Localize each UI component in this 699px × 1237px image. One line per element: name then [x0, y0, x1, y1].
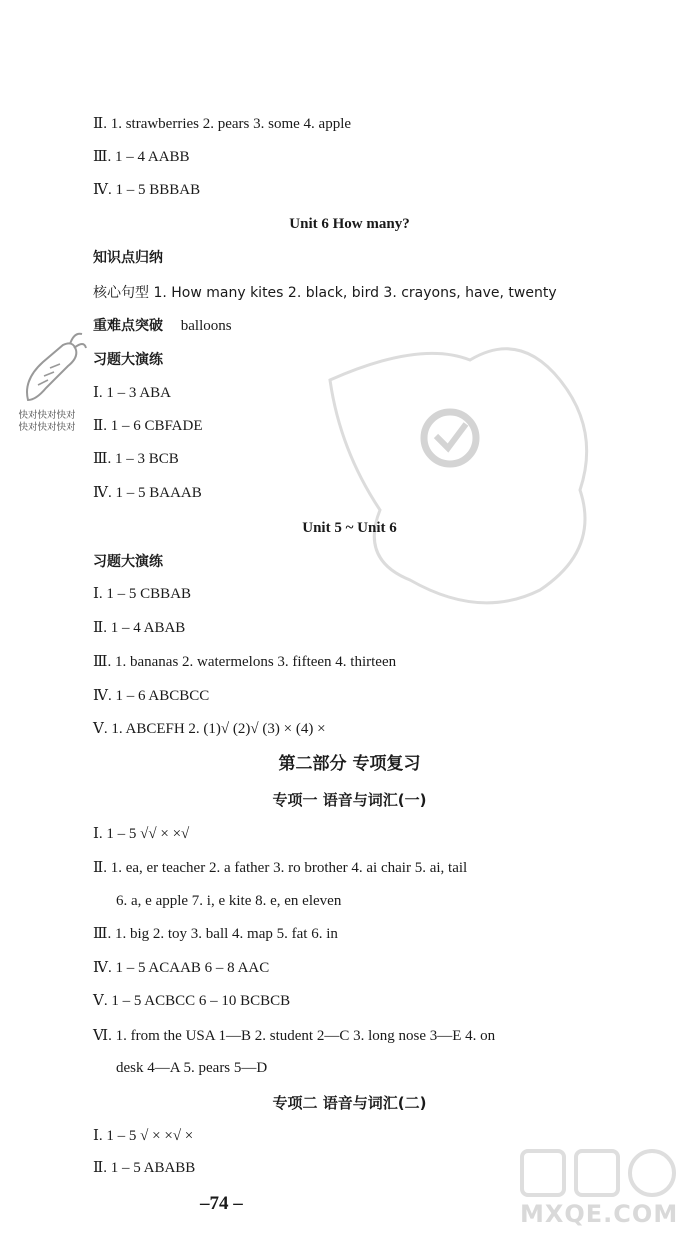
answer-line [93, 283, 557, 303]
subsection-heading: 习题大演练 [93, 352, 163, 368]
answer-line: Ⅳ. 1 – 5 BBBAB [93, 182, 201, 198]
check-mark-icon [300, 320, 610, 625]
answer-line: Ⅰ. 1 – 3 ABA [93, 385, 172, 401]
answer-text: balloons [180, 318, 232, 334]
section-title: Unit 6 How many? [289, 216, 410, 232]
answer-line: Ⅲ. 1 – 3 BCB [93, 451, 179, 467]
topic-title: 专项二 语音与词汇(二) [272, 1094, 427, 1112]
answer-line: Ⅲ. 1. big 2. toy 3. ball 4. map 5. fat 6. in [93, 926, 338, 942]
answer-line: Ⅰ. 1 – 5 √ × ×√ × [93, 1128, 194, 1144]
answer-line [93, 316, 232, 336]
label: 核心句型 1. How many kites 2. black, bird 3. crayons, have, twenty [93, 285, 557, 301]
part-title: 第二部分 专项复习 [278, 754, 421, 774]
side-note-line2: 快对快对快对 [18, 422, 76, 433]
answer-line: Ⅰ. 1 – 5 √√ × ×√ [93, 826, 190, 842]
site-logo-icon [520, 1145, 680, 1205]
answer-line: Ⅳ. 1 – 5 ACAAB 6 – 8 AAC [93, 960, 270, 976]
page-number: –74 – [200, 1193, 243, 1214]
answer-line: desk 4—A 5. pears 5—D [116, 1060, 268, 1076]
subsection-heading: 习题大演练 [93, 554, 163, 570]
answer-line: Ⅱ. 1. ea, er teacher 2. a father 3. ro brother 4. ai chair 5. ai, tail [93, 860, 468, 876]
watermark-text: MXQE.COM [520, 1200, 679, 1228]
answer-line: Ⅲ. 1 – 4 AABB [93, 149, 190, 165]
answer-line: Ⅳ. 1 – 5 BAAAB [93, 485, 202, 501]
answer-line: Ⅰ. 1 – 5 CBBAB [93, 586, 192, 602]
answer-line: Ⅱ. 1. strawberries 2. pears 3. some 4. apple [93, 116, 352, 132]
answer-line: Ⅱ. 1 – 5 ABABB [93, 1160, 196, 1176]
answer-line: Ⅲ. 1. bananas 2. watermelons 3. fifteen 4. thirteen [93, 654, 397, 670]
answer-line: 6. a, e apple 7. i, e kite 8. e, en eleven [116, 893, 342, 909]
topic-title: 专项一 语音与词汇(一) [272, 791, 427, 809]
answer-line: Ⅱ. 1 – 4 ABAB [93, 620, 186, 636]
answer-line: Ⅴ. 1. ABCEFH 2. (1)√ (2)√ (3) × (4) × [93, 721, 326, 737]
answer-line: Ⅱ. 1 – 6 CBFADE [93, 418, 203, 434]
subsection-heading: 知识点归纳 [93, 250, 163, 266]
section-title: Unit 5 ~ Unit 6 [302, 520, 397, 536]
answer-line: Ⅳ. 1 – 6 ABCBCC [93, 688, 210, 704]
subsection-heading: 重难点突破 [93, 318, 163, 334]
answer-line: Ⅴ. 1 – 5 ACBCC 6 – 10 BCBCB [93, 993, 291, 1009]
answer-line: Ⅵ. 1. from the USA 1—B 2. student 2—C 3. long nose 3—E 4. on [93, 1028, 496, 1044]
side-note-line1: 快对快对快对 [18, 410, 76, 421]
carrot-icon [18, 330, 88, 415]
